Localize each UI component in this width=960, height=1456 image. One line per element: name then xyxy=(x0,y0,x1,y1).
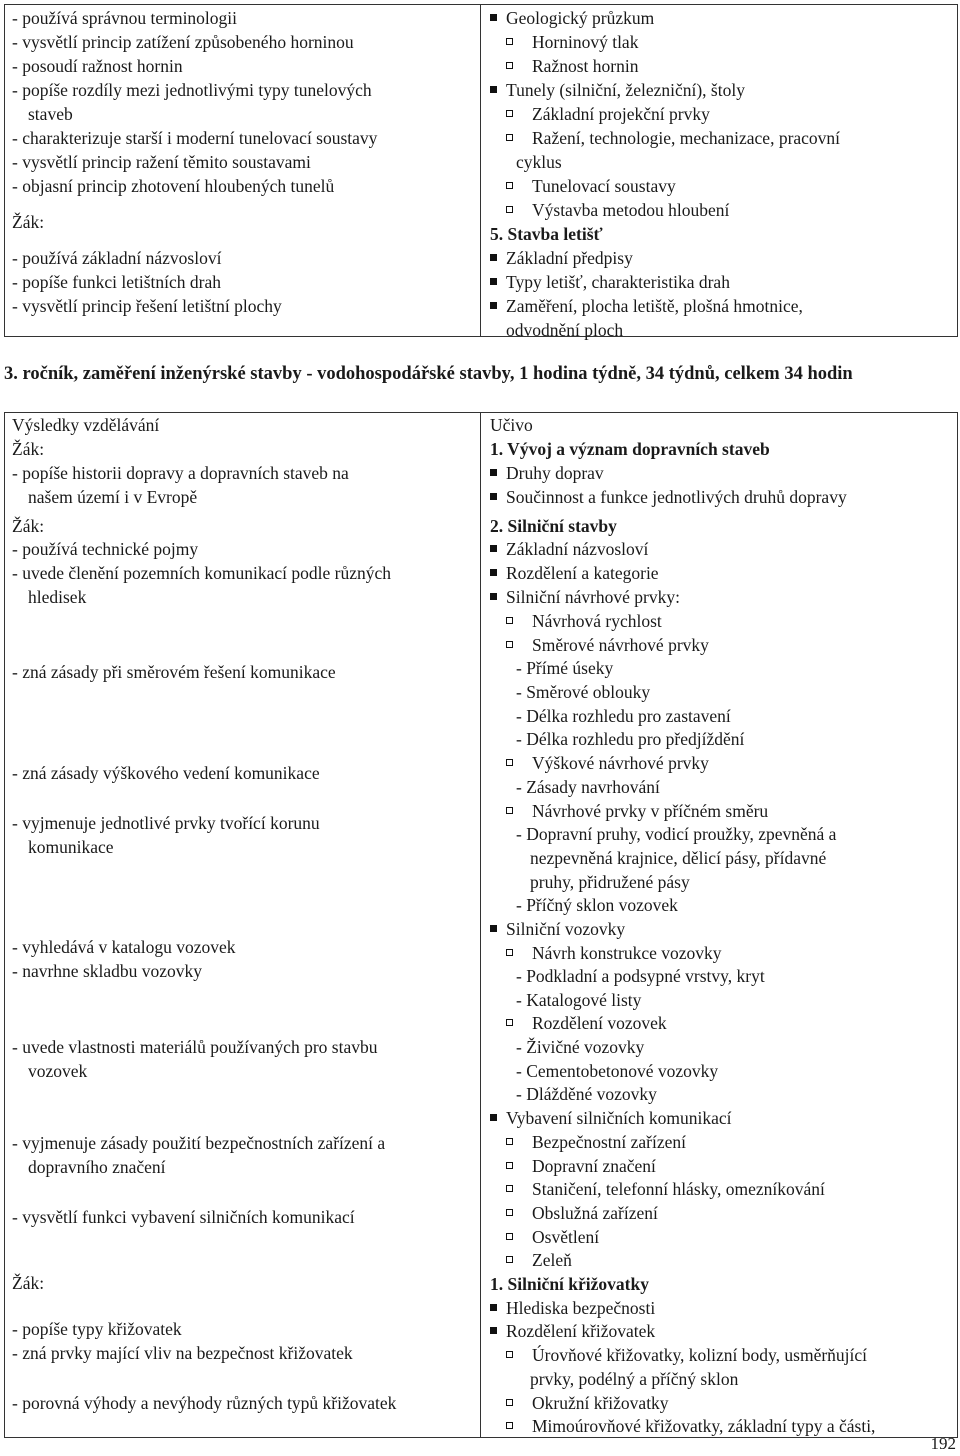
outcome-text: - popíše typy křižovatek xyxy=(12,1319,182,1339)
curriculum-text: Druhy doprav xyxy=(506,463,604,483)
outcome-text: - vyjmenuje zásady použití bezpečnostních zařízení a xyxy=(12,1133,386,1153)
curriculum-text: nezpevněná krajnice, dělicí pásy, přídavné xyxy=(530,848,827,868)
outcome-text: Výsledky vzdělávání xyxy=(12,415,160,435)
filled-square-bullet-icon xyxy=(490,469,497,476)
outcome-text: Žák: xyxy=(12,212,45,232)
page-number: 192 xyxy=(930,1434,956,1453)
outcome-text: - vyhledává v katalogu vozovek xyxy=(12,937,236,957)
curriculum-text: Základní předpisy xyxy=(506,248,633,268)
curriculum-text: prvky, podélný a příčný sklon xyxy=(530,1369,739,1389)
outcome-text: Žák: xyxy=(12,516,45,536)
filled-square-bullet-icon xyxy=(490,593,497,600)
curriculum-text: Ražnost hornin xyxy=(532,56,639,76)
curriculum-text: pruhy, přidružené pásy xyxy=(530,872,690,892)
hollow-square-bullet-icon xyxy=(506,949,513,956)
curriculum-text: - Délka rozhledu pro zastavení xyxy=(516,706,731,726)
curriculum-text: Základní názvosloví xyxy=(506,539,649,559)
curriculum-text: Učivo xyxy=(490,415,533,435)
curriculum-text: Základní projekční prvky xyxy=(532,104,710,124)
main-table-divider xyxy=(480,412,481,1438)
hollow-square-bullet-icon xyxy=(506,1233,513,1240)
outcome-text: - objasní princip zhotovení hloubených tunelů xyxy=(12,176,335,196)
outcome-text: Žák: xyxy=(12,439,45,459)
curriculum-text: Okružní křižovatky xyxy=(532,1393,669,1413)
curriculum-text: Obslužná zařízení xyxy=(532,1203,658,1223)
filled-square-bullet-icon xyxy=(490,925,497,932)
hollow-square-bullet-icon xyxy=(506,1399,513,1406)
filled-square-bullet-icon xyxy=(490,278,497,285)
filled-square-bullet-icon xyxy=(490,1304,497,1311)
curriculum-text: 1. Silniční křižovatky xyxy=(490,1274,649,1294)
hollow-square-bullet-icon xyxy=(506,807,513,814)
outcome-text: Žák: xyxy=(12,1273,45,1293)
curriculum-text: Směrové návrhové prvky xyxy=(532,635,709,655)
curriculum-text: 5. Stavba letišť xyxy=(490,224,603,244)
outcome-text: - vysvětlí princip řešení letištní plochy xyxy=(12,296,282,316)
curriculum-text: - Živičné vozovky xyxy=(516,1037,645,1057)
curriculum-text: Výškové návrhové prvky xyxy=(532,753,709,773)
outcome-text: - zná zásady výškového vedení komunikace xyxy=(12,763,320,783)
hollow-square-bullet-icon xyxy=(506,1209,513,1216)
hollow-square-bullet-icon xyxy=(506,206,513,213)
outcome-text: - zná prvky mající vliv na bezpečnost křižovatek xyxy=(12,1343,353,1363)
curriculum-text: Horninový tlak xyxy=(532,32,639,52)
curriculum-text: Vybavení silničních komunikací xyxy=(506,1108,732,1128)
curriculum-text: - Cementobetonové vozovky xyxy=(516,1061,719,1081)
curriculum-text: 2. Silniční stavby xyxy=(490,516,617,536)
filled-square-bullet-icon xyxy=(490,14,497,21)
curriculum-text: Hlediska bezpečnosti xyxy=(506,1298,656,1318)
top-table-divider xyxy=(480,4,481,337)
hollow-square-bullet-icon xyxy=(506,641,513,648)
curriculum-text: Geologický průzkum xyxy=(506,8,655,28)
curriculum-text: - Směrové oblouky xyxy=(516,682,651,702)
hollow-square-bullet-icon xyxy=(506,1256,513,1263)
outcome-text: našem území i v Evropě xyxy=(28,487,198,507)
curriculum-text: - Podkladní a podsypné vrstvy, kryt xyxy=(516,966,765,986)
filled-square-bullet-icon xyxy=(490,254,497,261)
outcome-text: - popíše historii dopravy a dopravních staveb na xyxy=(12,463,349,483)
outcome-text: - porovná výhody a nevýhody různých typů křižovatek xyxy=(12,1393,397,1413)
curriculum-text: Staničení, telefonní hlásky, omezníkování xyxy=(532,1179,825,1199)
curriculum-text: Silniční vozovky xyxy=(506,919,626,939)
curriculum-text: - Zásady navrhování xyxy=(516,777,660,797)
filled-square-bullet-icon xyxy=(490,569,497,576)
curriculum-text: Úrovňové křižovatky, kolizní body, usměrňující xyxy=(532,1345,868,1365)
curriculum-text: - Dlážděné vozovky xyxy=(516,1084,657,1104)
curriculum-text: Bezpečnostní zařízení xyxy=(532,1132,687,1152)
curriculum-text: - Přímé úseky xyxy=(516,658,614,678)
curriculum-text: cyklus xyxy=(516,152,562,172)
curriculum-text: Rozdělení vozovek xyxy=(532,1013,667,1033)
outcome-text: vozovek xyxy=(28,1061,88,1081)
outcome-text: - vysvětlí princip zatížení způsobeného horninou xyxy=(12,32,354,52)
curriculum-text: Silniční návrhové prvky: xyxy=(506,587,681,607)
section-heading: 3. ročník, zaměření inženýrské stavby - vodohospodářské stavby, 1 hodina týdně, 34 týdnů, celkem 34 hodin xyxy=(4,364,853,384)
outcome-text: - posoudí ražnost hornin xyxy=(12,56,183,76)
outcome-text: staveb xyxy=(28,104,73,124)
filled-square-bullet-icon xyxy=(490,302,497,309)
curriculum-text: 1. Vývoj a význam dopravních staveb xyxy=(490,439,770,459)
curriculum-text: - Příčný sklon vozovek xyxy=(516,895,678,915)
outcome-text: - používá základní názvosloví xyxy=(12,248,222,268)
curriculum-text: Tunelovací soustavy xyxy=(532,176,676,196)
outcome-text: - popíše funkci letištních drah xyxy=(12,272,221,292)
outcome-text: - popíše rozdíly mezi jednotlivými typy tunelových xyxy=(12,80,372,100)
hollow-square-bullet-icon xyxy=(506,1019,513,1026)
filled-square-bullet-icon xyxy=(490,1327,497,1334)
hollow-square-bullet-icon xyxy=(506,62,513,69)
curriculum-text: - Katalogové listy xyxy=(516,990,642,1010)
curriculum-text: Mimoúrovňové křižovatky, základní typy a části, xyxy=(532,1416,876,1436)
filled-square-bullet-icon xyxy=(490,1114,497,1121)
outcome-text: - navrhne skladbu vozovky xyxy=(12,961,203,981)
hollow-square-bullet-icon xyxy=(506,1422,513,1429)
curriculum-text: Návrhová rychlost xyxy=(532,611,662,631)
curriculum-text: Ražení, technologie, mechanizace, pracovní xyxy=(532,128,841,148)
hollow-square-bullet-icon xyxy=(506,134,513,141)
curriculum-text: Rozdělení a kategorie xyxy=(506,563,659,583)
hollow-square-bullet-icon xyxy=(506,617,513,624)
curriculum-text: Návrh konstrukce vozovky xyxy=(532,943,722,963)
outcome-text: hledisek xyxy=(28,587,87,607)
curriculum-text: Dopravní značení xyxy=(532,1156,656,1176)
outcome-text: komunikace xyxy=(28,837,114,857)
hollow-square-bullet-icon xyxy=(506,1162,513,1169)
curriculum-text: Typy letišť, charakteristika drah xyxy=(506,272,730,292)
outcome-text: - uvede členění pozemních komunikací podle různých xyxy=(12,563,392,583)
curriculum-text: Zaměření, plocha letiště, plošná hmotnice, xyxy=(506,296,803,316)
curriculum-text: Zeleň xyxy=(532,1250,572,1270)
outcome-text: - vyjmenuje jednotlivé prvky tvořící korunu xyxy=(12,813,320,833)
outcome-text: - vysvětlí funkci vybavení silničních komunikací xyxy=(12,1207,355,1227)
hollow-square-bullet-icon xyxy=(506,1185,513,1192)
hollow-square-bullet-icon xyxy=(506,38,513,45)
outcome-text: - charakterizuje starší i moderní tunelovací soustavy xyxy=(12,128,378,148)
outcome-text: - používá technické pojmy xyxy=(12,539,199,559)
hollow-square-bullet-icon xyxy=(506,182,513,189)
hollow-square-bullet-icon xyxy=(506,759,513,766)
outcome-text: - používá správnou terminologii xyxy=(12,8,238,28)
curriculum-text: - Délka rozhledu pro předjíždění xyxy=(516,729,745,749)
curriculum-text: Výstavba metodou hloubení xyxy=(532,200,730,220)
outcome-text: dopravního značení xyxy=(28,1157,166,1177)
curriculum-text: odvodnění ploch xyxy=(506,320,624,340)
curriculum-text: - Dopravní pruhy, vodicí proužky, zpevněná a xyxy=(516,824,837,844)
hollow-square-bullet-icon xyxy=(506,1138,513,1145)
curriculum-text: Tunely (silniční, železniční), štoly xyxy=(506,80,745,100)
outcome-text: - zná zásady při směrovém řešení komunikace xyxy=(12,662,336,682)
curriculum-text: Návrhové prvky v příčném směru xyxy=(532,801,769,821)
filled-square-bullet-icon xyxy=(490,493,497,500)
outcome-text: - vysvětlí princip ražení těmito soustavami xyxy=(12,152,311,172)
filled-square-bullet-icon xyxy=(490,86,497,93)
filled-square-bullet-icon xyxy=(490,545,497,552)
hollow-square-bullet-icon xyxy=(506,110,513,117)
curriculum-text: Osvětlení xyxy=(532,1227,600,1247)
outcome-text: - uvede vlastnosti materiálů používaných pro stavbu xyxy=(12,1037,378,1057)
hollow-square-bullet-icon xyxy=(506,1351,513,1358)
curriculum-text: Součinnost a funkce jednotlivých druhů dopravy xyxy=(506,487,847,507)
curriculum-text: Rozdělení křižovatek xyxy=(506,1321,656,1341)
